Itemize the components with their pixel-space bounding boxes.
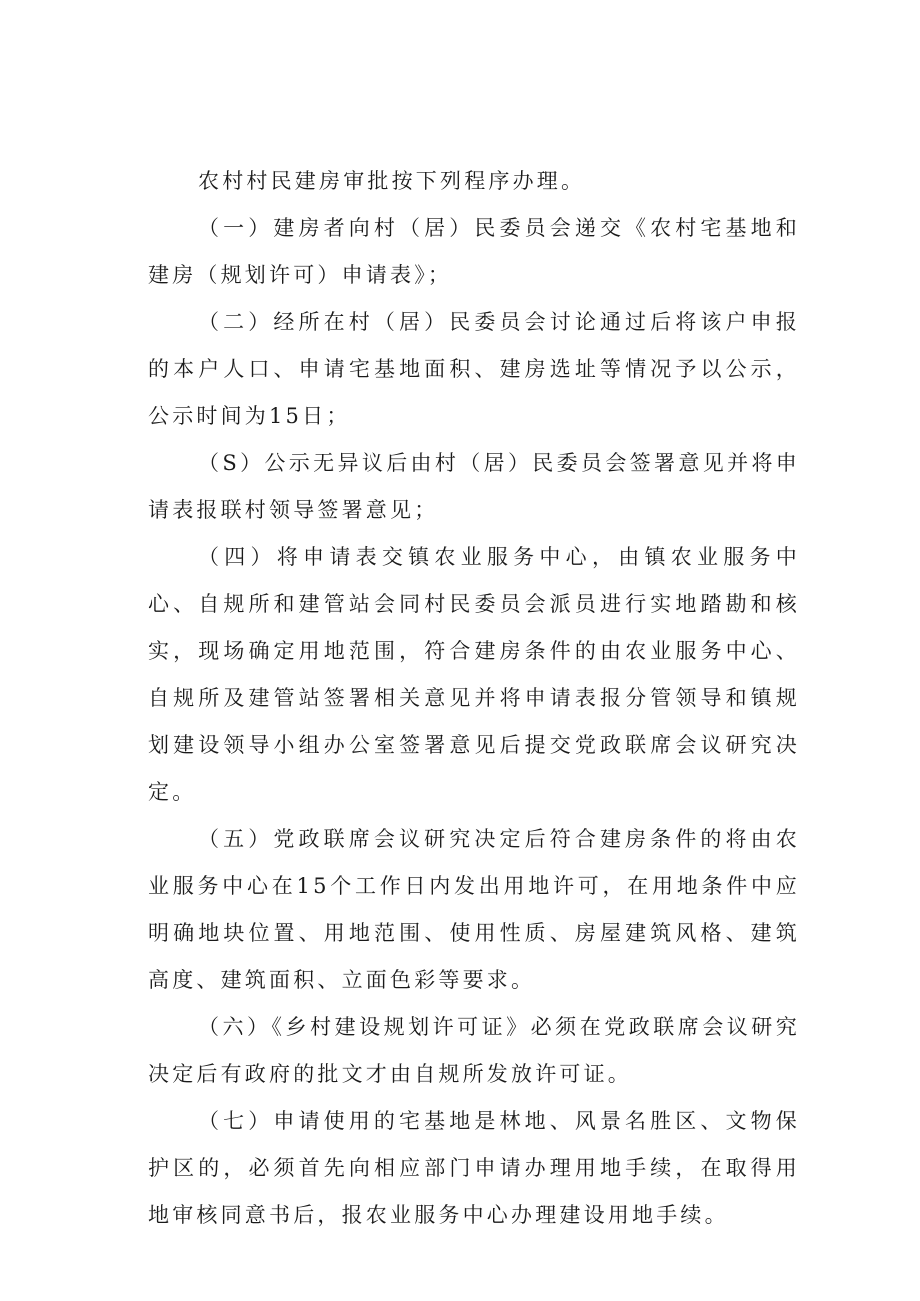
paragraph-text: 农村村民建房审批按下列程序办理。 — [198, 169, 586, 193]
paragraph-step-5 — [148, 816, 800, 1004]
paragraph-step-3 — [148, 440, 800, 534]
paragraph-text: （S）公示无异议后由村（居）民委员会签署意见并将申请表报联村领导签署意见； — [148, 451, 800, 522]
paragraph-text: （六）《乡村建设规划许可证》必须在党政联席会议研究决定后有政府的批文才由自规所发放许可证。 — [148, 1015, 800, 1086]
paragraph-text: （四）将申请表交镇农业服务中心，由镇农业服务中心、自规所和建管站会同村民委员会派员进行实地踏勘和核实，现场确定用地范围，符合建房条件的由农业服务中心、自规所及建管站签署相关意见并将申请表报分管领导和镇规划建设领导小组办公室签署意见后提交党政联席会议研究决定。 — [148, 545, 800, 804]
paragraph-step-2 — [148, 299, 800, 440]
paragraph-text: （二）经所在村（居）民委员会讨论通过后将该户申报的本户人口、申请宅基地面积、建房选址等情况予以公示，公示时间为15日； — [148, 310, 800, 428]
paragraph-step-4 — [148, 534, 800, 816]
paragraph-step-7 — [148, 1098, 800, 1239]
paragraph-intro — [148, 158, 800, 205]
paragraph-text: （七）申请使用的宅基地是林地、风景名胜区、文物保护区的，必须首先向相应部门申请办理用地手续，在取得用地审核同意书后，报农业服务中心办理建设用地手续。 — [148, 1109, 800, 1227]
paragraph-text: （五）党政联席会议研究决定后符合建房条件的将由农业服务中心在15个工作日内发出用地许可，在用地条件中应明确地块位置、用地范围、使用性质、房屋建筑风格、建筑高度、建筑面积、立面色彩等要求。 — [148, 827, 800, 992]
paragraph-text: （一）建房者向村（居）民委员会递交《农村宅基地和建房（规划许可）申请表》； — [148, 216, 800, 287]
paragraph-step-1 — [148, 205, 800, 299]
document-body — [148, 158, 800, 1239]
paragraph-step-6 — [148, 1004, 800, 1098]
